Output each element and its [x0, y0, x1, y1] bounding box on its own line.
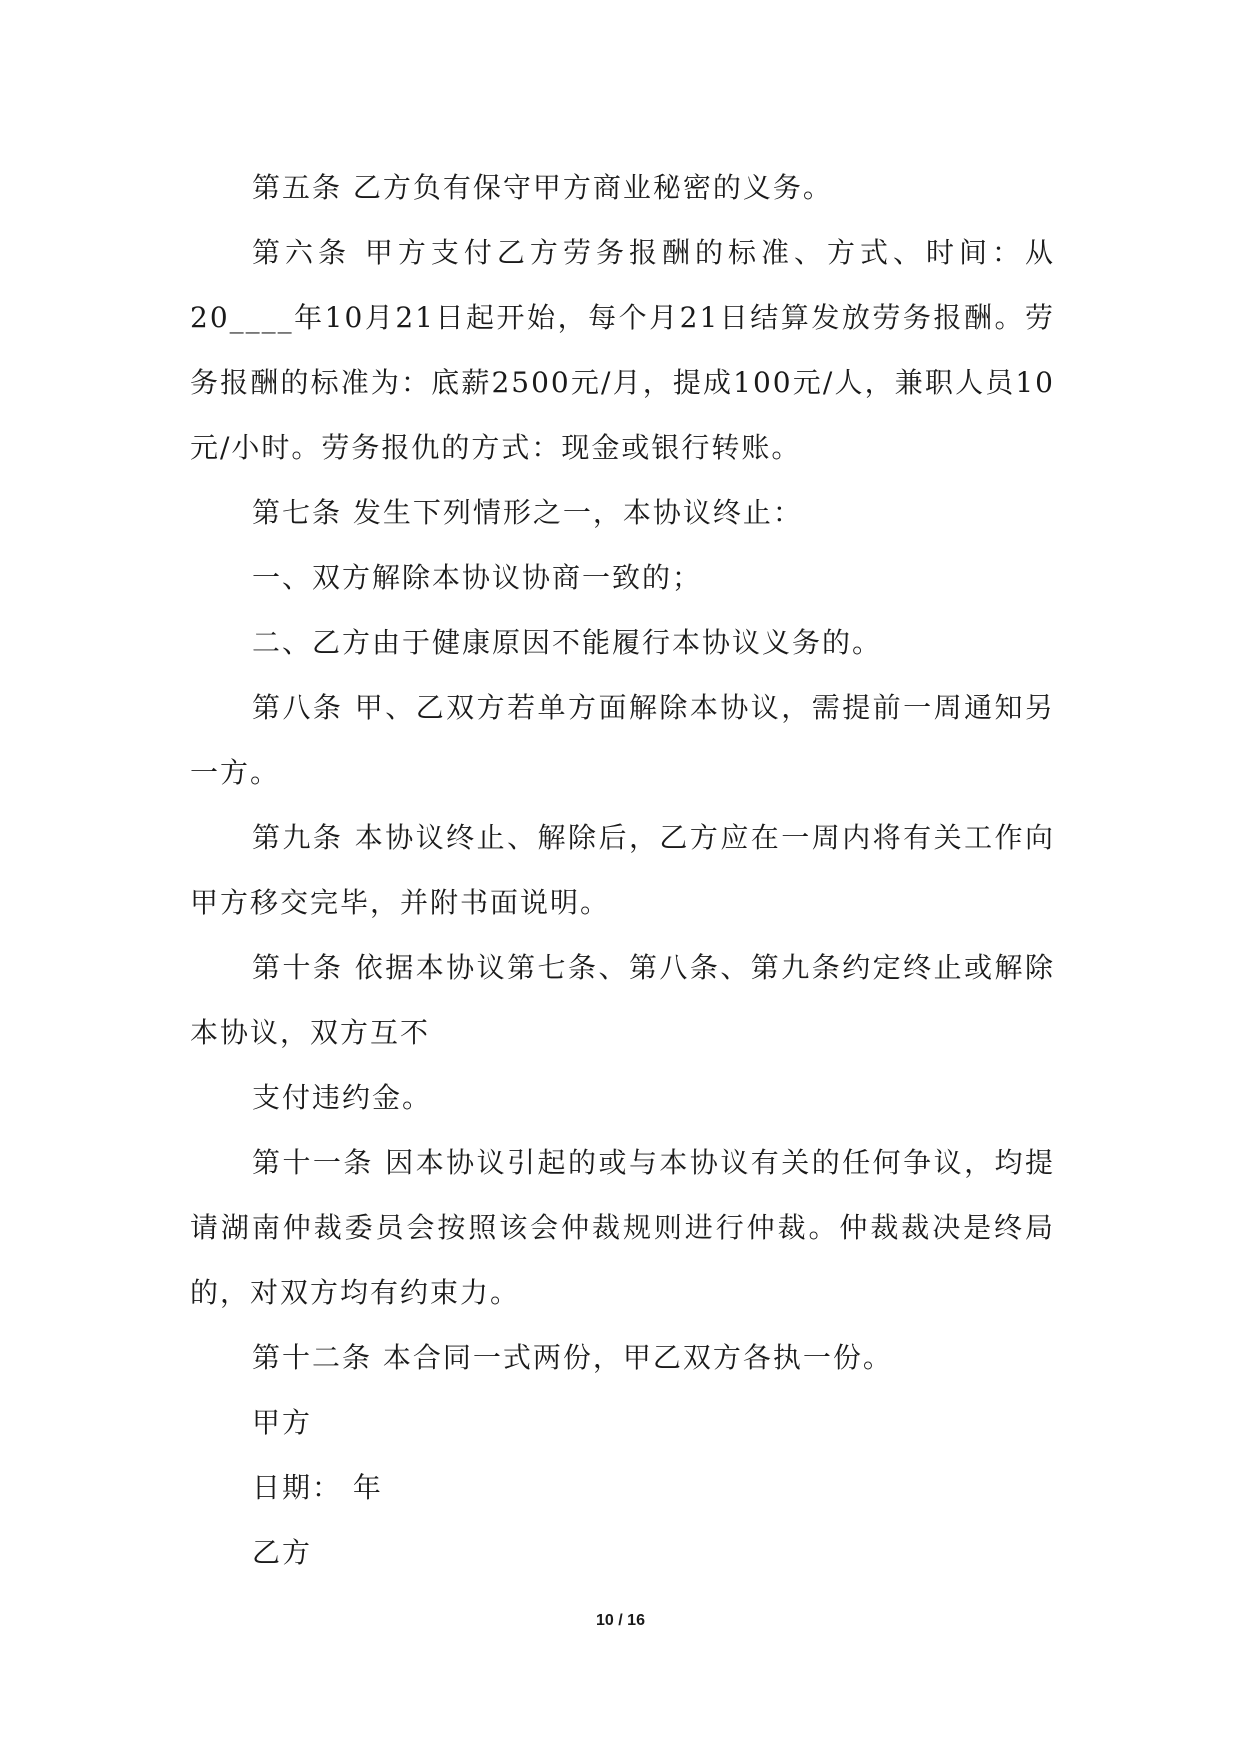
article-7-item-2: 二、乙方由于健康原因不能履行本协议义务的。	[252, 626, 883, 659]
article-7: 第七条 发生下列情形之一，本协议终止：	[252, 496, 803, 529]
article-6: 第六条 甲方支付乙方劳务报酬的标准、方式、时间：从20____年10月21日起开始，每个月21日结算发放劳务报酬。劳务报酬的标准为：底薪2500元/月，提成100元/人，兼职人员10元/小时。劳务报仇的方式：现金或银行转账。	[190, 236, 1055, 464]
party-a-label: 甲方	[252, 1406, 313, 1439]
article-10-continued: 支付违约金。	[252, 1081, 433, 1114]
article-9: 第九条 本协议终止、解除后，乙方应在一周内将有关工作向甲方移交完毕，并附书面说明。	[190, 821, 1055, 919]
date-label: 日期： 年	[252, 1471, 383, 1504]
page-number: 10 / 16	[596, 1612, 645, 1629]
article-8: 第八条 甲、乙双方若单方面解除本协议，需提前一周通知另一方。	[190, 691, 1055, 789]
article-12: 第十二条 本合同一式两份，甲乙双方各执一份。	[252, 1341, 893, 1374]
document-body	[190, 155, 1055, 1585]
article-11: 第十一条 因本协议引起的或与本协议有关的任何争议，均提请湖南仲裁委员会按照该会仲裁规则进行仲裁。仲裁裁决是终局的，对双方均有约束力。	[190, 1146, 1055, 1309]
article-5: 第五条 乙方负有保守甲方商业秘密的义务。	[252, 171, 833, 204]
article-7-item-1: 一、双方解除本协议协商一致的；	[252, 561, 703, 594]
article-10: 第十条 依据本协议第七条、第八条、第九条约定终止或解除本协议，双方互不	[190, 951, 1055, 1049]
party-b-label: 乙方	[252, 1536, 313, 1569]
